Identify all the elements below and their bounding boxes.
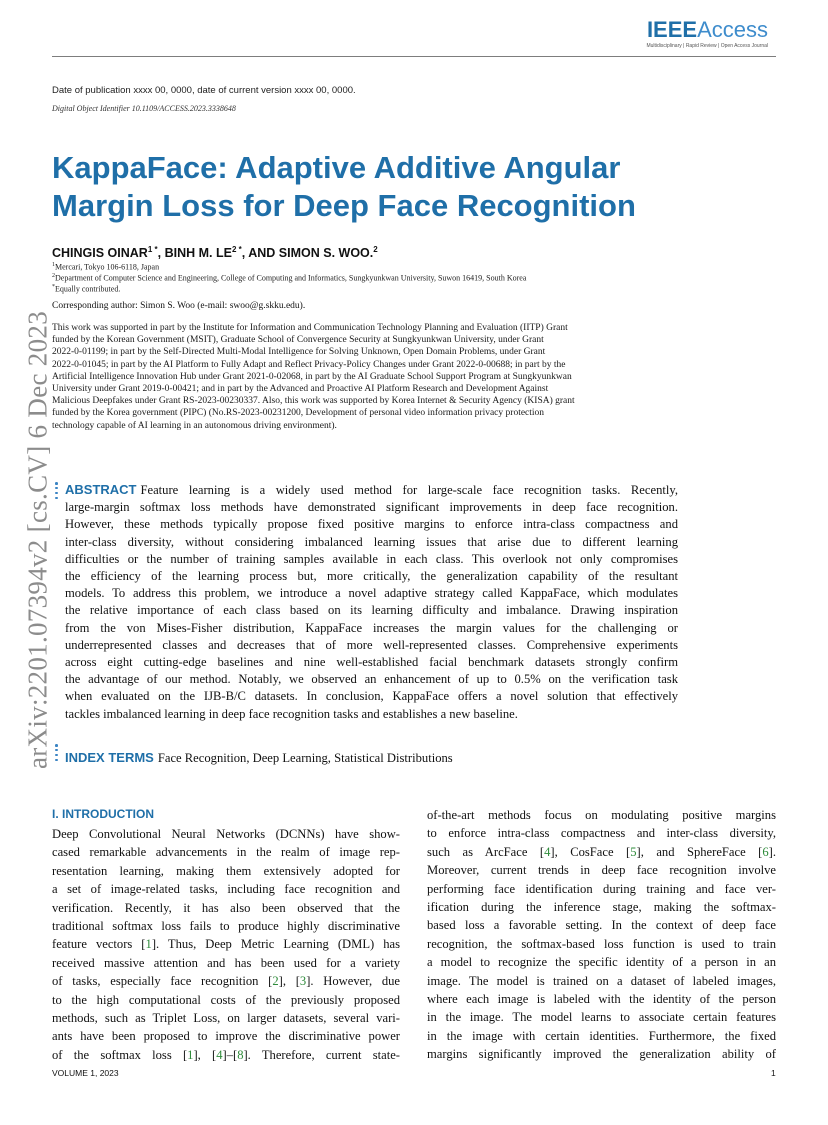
index-terms xyxy=(65,750,453,766)
abstract-label: ABSTRACT xyxy=(65,482,137,497)
citation-link[interactable]: 4 xyxy=(544,844,551,859)
index-terms-bullet-dots xyxy=(55,744,58,764)
citation-link[interactable]: 2 xyxy=(272,974,279,989)
body-line: of the softmax loss [1], [4]–[8]. Therefore, current state- xyxy=(52,1047,400,1062)
body-line: traditional softmax loss fails to produce highly discriminative xyxy=(52,919,400,934)
author-2: , BINH M. LE xyxy=(157,246,232,261)
body-column-right xyxy=(427,806,776,1064)
body-line: where each image is labeled with the identity of the person xyxy=(427,992,776,1007)
citation-link[interactable]: 1 xyxy=(145,937,152,952)
body-line: Moreover, current trends in deep face recognition involve xyxy=(427,863,776,878)
body-line: resentation learning, making them extensively adopted for xyxy=(52,863,400,878)
section-heading: I. INTRODUCTION xyxy=(52,807,154,821)
title-line-2: Margin Loss for Deep Face Recognition xyxy=(52,188,636,223)
body-line: ification during the inference stage, making the softmax- xyxy=(427,900,776,915)
abstract-block: ABSTRACT Feature learning is a widely used method for large-scale face recognition tasks. Recently, large-margin softmax loss methods have demonstrated significant improvements in deep face recognition. However, these methods typically propose fixed positive margins to enforce intra-class compactness and inter-class diversity, without considering imbalanced learning issues that arise due to different learning difficulties or the number of training samples available in each class. This overlook not only compromises the efficiency of the learning process but, more critically, the generalization capability of the resultant models. To address this problem, we introduce a novel adaptive strategy called KappaFace, which modulates the relative importance of each class based on its learning difficulty and imbalance. Drawing inspiration from the von Mises-Fisher distribution, KappaFace increases the margin values for the challenging or underrepresented classes and decreases that of more well-represented classes. Comprehensive experiments across eight cutting-edge baselines and nine well-established facial benchmark datasets strongly confirm the advantage of our method. Notably, we observed an enhancement of up to 0.5% on the verification task when evaluated on the IJB-B/C datasets. In conclusion, KappaFace offers a novel solution that effectively tackles imbalanced learning in deep face recognition tasks and establishes a new baseline. xyxy=(65,482,678,721)
affiliation-1: $^1$Mercari, Tokyo 106-6118, Japan xyxy=(52,262,160,272)
ieee-access-logo xyxy=(646,18,768,50)
author-3-sup: 2 xyxy=(373,245,378,254)
index-terms-label: INDEX TERMS xyxy=(65,750,154,765)
body-line: ants have been proposed to improve the discriminative power xyxy=(52,1029,400,1044)
body-line: feature vectors [1]. Thus, Deep Metric Learning (DML) has xyxy=(52,937,400,952)
citation-link[interactable]: 5 xyxy=(630,844,637,859)
logo-name: Access xyxy=(697,17,768,42)
index-terms-text: Face Recognition, Deep Learning, Statistical Distributions xyxy=(157,751,453,765)
body-line: in the image. The model learns to associate certain features xyxy=(427,1010,776,1025)
affiliation-note: *Equally contributed. xyxy=(52,284,121,294)
body-line: of tasks, especially face recognition [2], [3]. However, due xyxy=(52,974,401,989)
body-line: verification. Recently, it has also been observed that the xyxy=(52,900,400,915)
body-line: performing face identification during training and face ver- xyxy=(427,881,776,896)
citation-link[interactable]: 3 xyxy=(299,974,307,989)
body-line: recognition, the softmax-based loss function is used to train xyxy=(427,936,776,951)
citation-link[interactable]: 8 xyxy=(237,1047,244,1062)
author-3: , AND SIMON S. WOO. xyxy=(241,246,374,261)
body-column-left xyxy=(52,825,400,1064)
citation-link[interactable]: 1 xyxy=(187,1047,194,1062)
footer-page-number: 1 xyxy=(771,1068,776,1078)
citation-link[interactable]: 6 xyxy=(762,844,769,859)
body-line: methods, such as Triplet Loss, on larger datasets, several vari- xyxy=(52,1011,400,1026)
body-line: a set of image-related tasks, including face recognition and xyxy=(52,882,400,897)
body-line: Deep Convolutional Neural Networks (DCNNs) have show- xyxy=(52,827,400,841)
body-line: received massive attention and has been used for a variety xyxy=(52,955,400,970)
arxiv-stamp: arXiv:2201.07394v2 [cs.CV] 6 Dec 2023 xyxy=(22,310,53,770)
header-divider xyxy=(52,56,776,57)
author-2-sup: 2 * xyxy=(231,245,242,254)
footer-volume: VOLUME 1, 2023 xyxy=(52,1068,119,1078)
citation-link[interactable]: 4 xyxy=(216,1047,223,1062)
body-line: a model to recognize the specific identity of a person in an xyxy=(427,955,776,970)
body-line: to enforce intra-class compactness and inter-class diversity, xyxy=(427,826,776,841)
publication-date: Date of publication xxxx 00, 0000, date of current version xxxx 00, 0000. xyxy=(52,85,356,96)
body-line: such as ArcFace [4], CosFace [5], and SphereFace [6]. xyxy=(427,844,776,859)
author-1: CHINGIS OINAR xyxy=(52,246,148,261)
title-line-1: KappaFace: Adaptive Additive Angular xyxy=(52,150,621,185)
author-1-sup: 1 * xyxy=(147,245,158,254)
affiliation-2: $^2$Department of Computer Science and Engineering, College of Computing and Informatics, Sungkyunkwan University, Suwon 16419, South Korea xyxy=(52,273,527,283)
body-line: based loss a favorable setting. In the context of deep face xyxy=(427,918,776,933)
abstract-bullet-dots xyxy=(55,482,58,502)
body-line: cased remarkable advancements in the realm of image rep- xyxy=(52,845,400,860)
body-line: in the image with certain identities. Furthermore, the fixed xyxy=(427,1028,776,1043)
logo-brand: IEEE xyxy=(646,17,698,42)
author-list xyxy=(52,245,378,260)
logo-tagline: Multidisciplinary | Rapid Review | Open Access Journal xyxy=(646,43,768,49)
corresponding-author: Corresponding author: Simon S. Woo (e-mail: swoo@g.skku.edu). xyxy=(52,301,306,311)
doi-line: Digital Object Identifier 10.1109/ACCESS.2023.3338648 xyxy=(52,104,236,113)
body-line: image. The model is trained on a dataset of labeled images, xyxy=(427,973,776,988)
body-line: to the high computational costs of the previously proposed xyxy=(52,992,400,1007)
body-line: margins significantly improved the generalization ability of xyxy=(427,1047,776,1062)
funding-statement: This work was supported in part by the Institute for Information and Communication Technology Planning and Evaluation (IITP) Grant funded by the Korean Government (MSIT), Graduate School of Convergence Security at Sungkyunkwan University, under Grant 2022-0-01199; in part by the Self-Directed Multi-Modal Intelligence for Solving Unknown, Open Domain Problems, under Grant 2022-0-01045; in part by the AI Platform to Fully Adapt and Reflect Privacy-Policy Changes under Grant 2022-0-00688; in part by the Artificial Intelligence Innovation Hub under Grant 2021-0-02068, in part by the AI Graduate School Support Program at Sungkyunkwan University under Grant 2019-0-00421; and in part by the Advanced and Proactive AI Platform Research and Development Against Malicious Deepfakes under Grant RS-2023-00230337. Also, this work was supported by Korea Internet & Security Agency (KISA) grant funded by the Korea government (PIPC) (No.RS-2023-00231200, Development of personal video information privacy protection technology capable of AI learning in an autonomous driving environment). xyxy=(52,323,575,431)
body-line: of-the-art methods focus on modulating positive margins xyxy=(427,808,776,822)
paper-title xyxy=(52,149,752,225)
